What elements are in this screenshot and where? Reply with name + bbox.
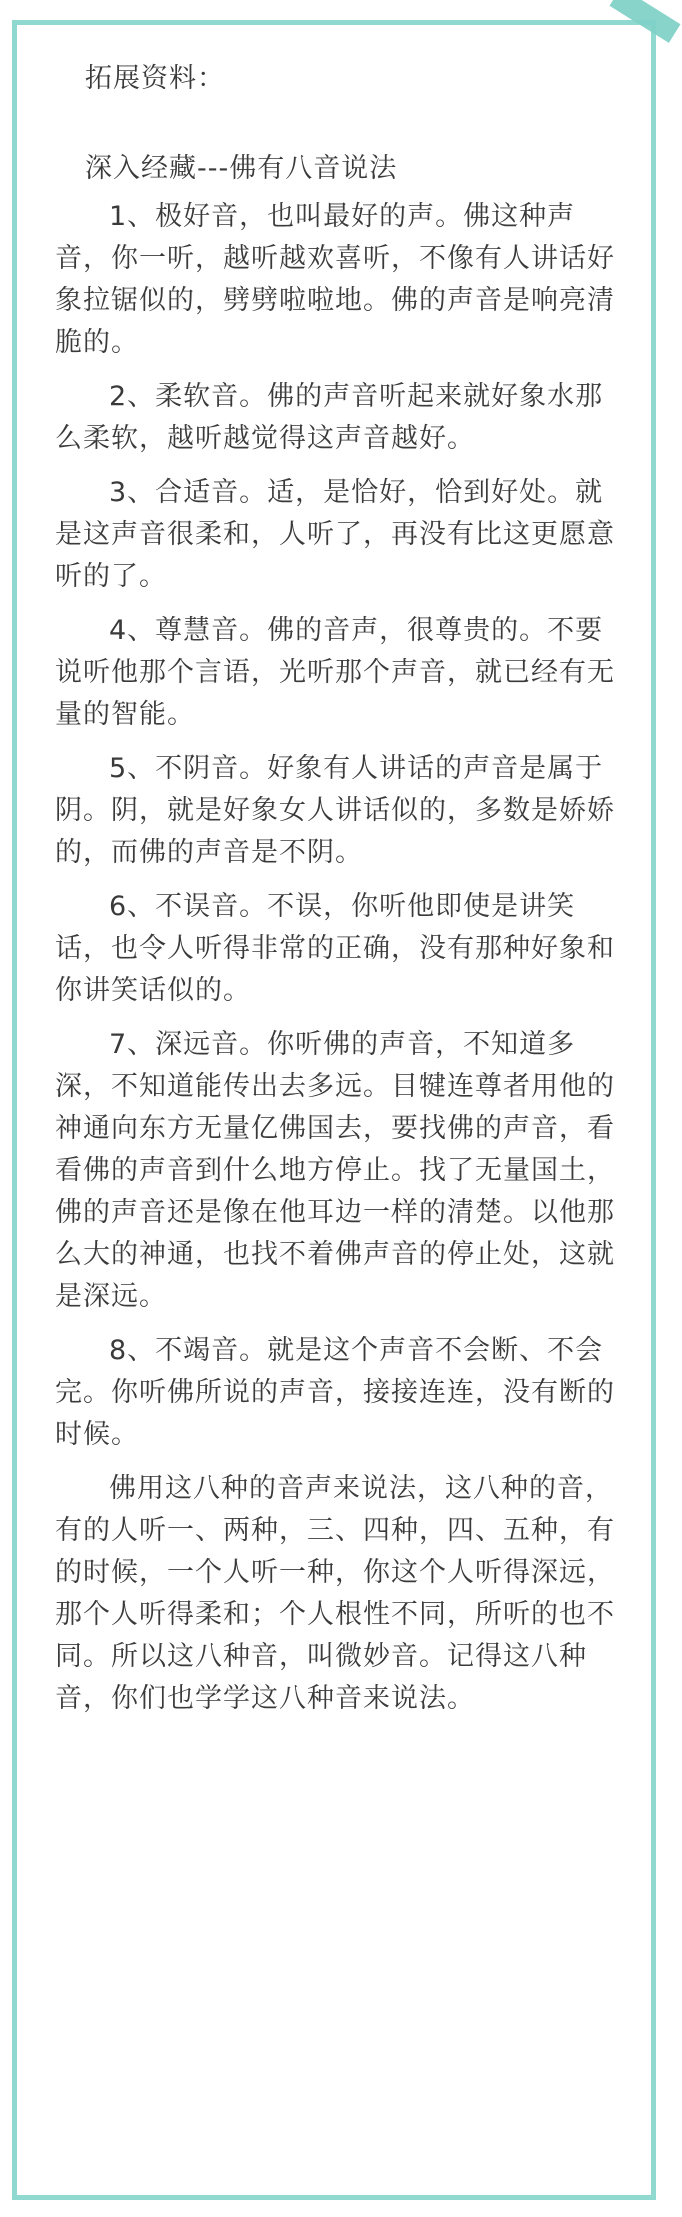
paragraph-4: 4、尊慧音。佛的音声，很尊贵的。不要说听他那个言语，光听那个声音，就已经有无量的智能。 (55, 615, 615, 730)
paragraph-6: 6、不误音。不误，你听他即使是讲笑话，也令人听得非常的正确，没有那种好象和你讲笑话似的。 (55, 891, 615, 1006)
paragraph-1: 1、极好音，也叫最好的声。佛这种声音，你一听，越听越欢喜听，不像有人讲话好象拉锯似的，劈劈啦啦地。佛的声音是响亮清脆的。 (55, 201, 615, 358)
article-content (55, 58, 615, 1726)
paragraph-summary: 佛用这八种的音声来说法，这八种的音，有的人听一、两种，三、四种，四、五种，有的时候，一个人听一种，你这个人听得深远，那个人听得柔和；个人根性不同，所听的也不同。所以这八种音，叫微妙音。记得这八种音，你们也学学这八种音来说法。 (55, 1473, 615, 1714)
paragraph-8: 8、不竭音。就是这个声音不会断、不会完。你听佛所说的声音，接接连连，没有断的时候。 (55, 1335, 615, 1450)
heading: 拓展资料： (85, 63, 225, 94)
article-subtitle: 深入经藏---佛有八音说法 (85, 153, 398, 184)
paragraph-2: 2、柔软音。佛的声音听起来就好象水那么柔软，越听越觉得这声音越好。 (55, 381, 604, 454)
paragraph-5: 5、不阴音。好象有人讲话的声音是属于阴。阴，就是好象女人讲话似的，多数是娇娇的，而佛的声音是不阴。 (55, 753, 615, 868)
paragraph-7: 7、深远音。你听佛的声音，不知道多深，不知道能传出去多远。目犍连尊者用他的神通向东方无量亿佛国去，要找佛的声音，看看佛的声音到什么地方停止。找了无量国土，佛的声音还是像在他耳边一样的清楚。以他那么大的神通，也找不着佛声音的停止处，这就是深远。 (55, 1029, 615, 1312)
paragraph-3: 3、合适音。适，是恰好，恰到好处。就是这声音很柔和，人听了，再没有比这更愿意听的了。 (55, 477, 615, 592)
